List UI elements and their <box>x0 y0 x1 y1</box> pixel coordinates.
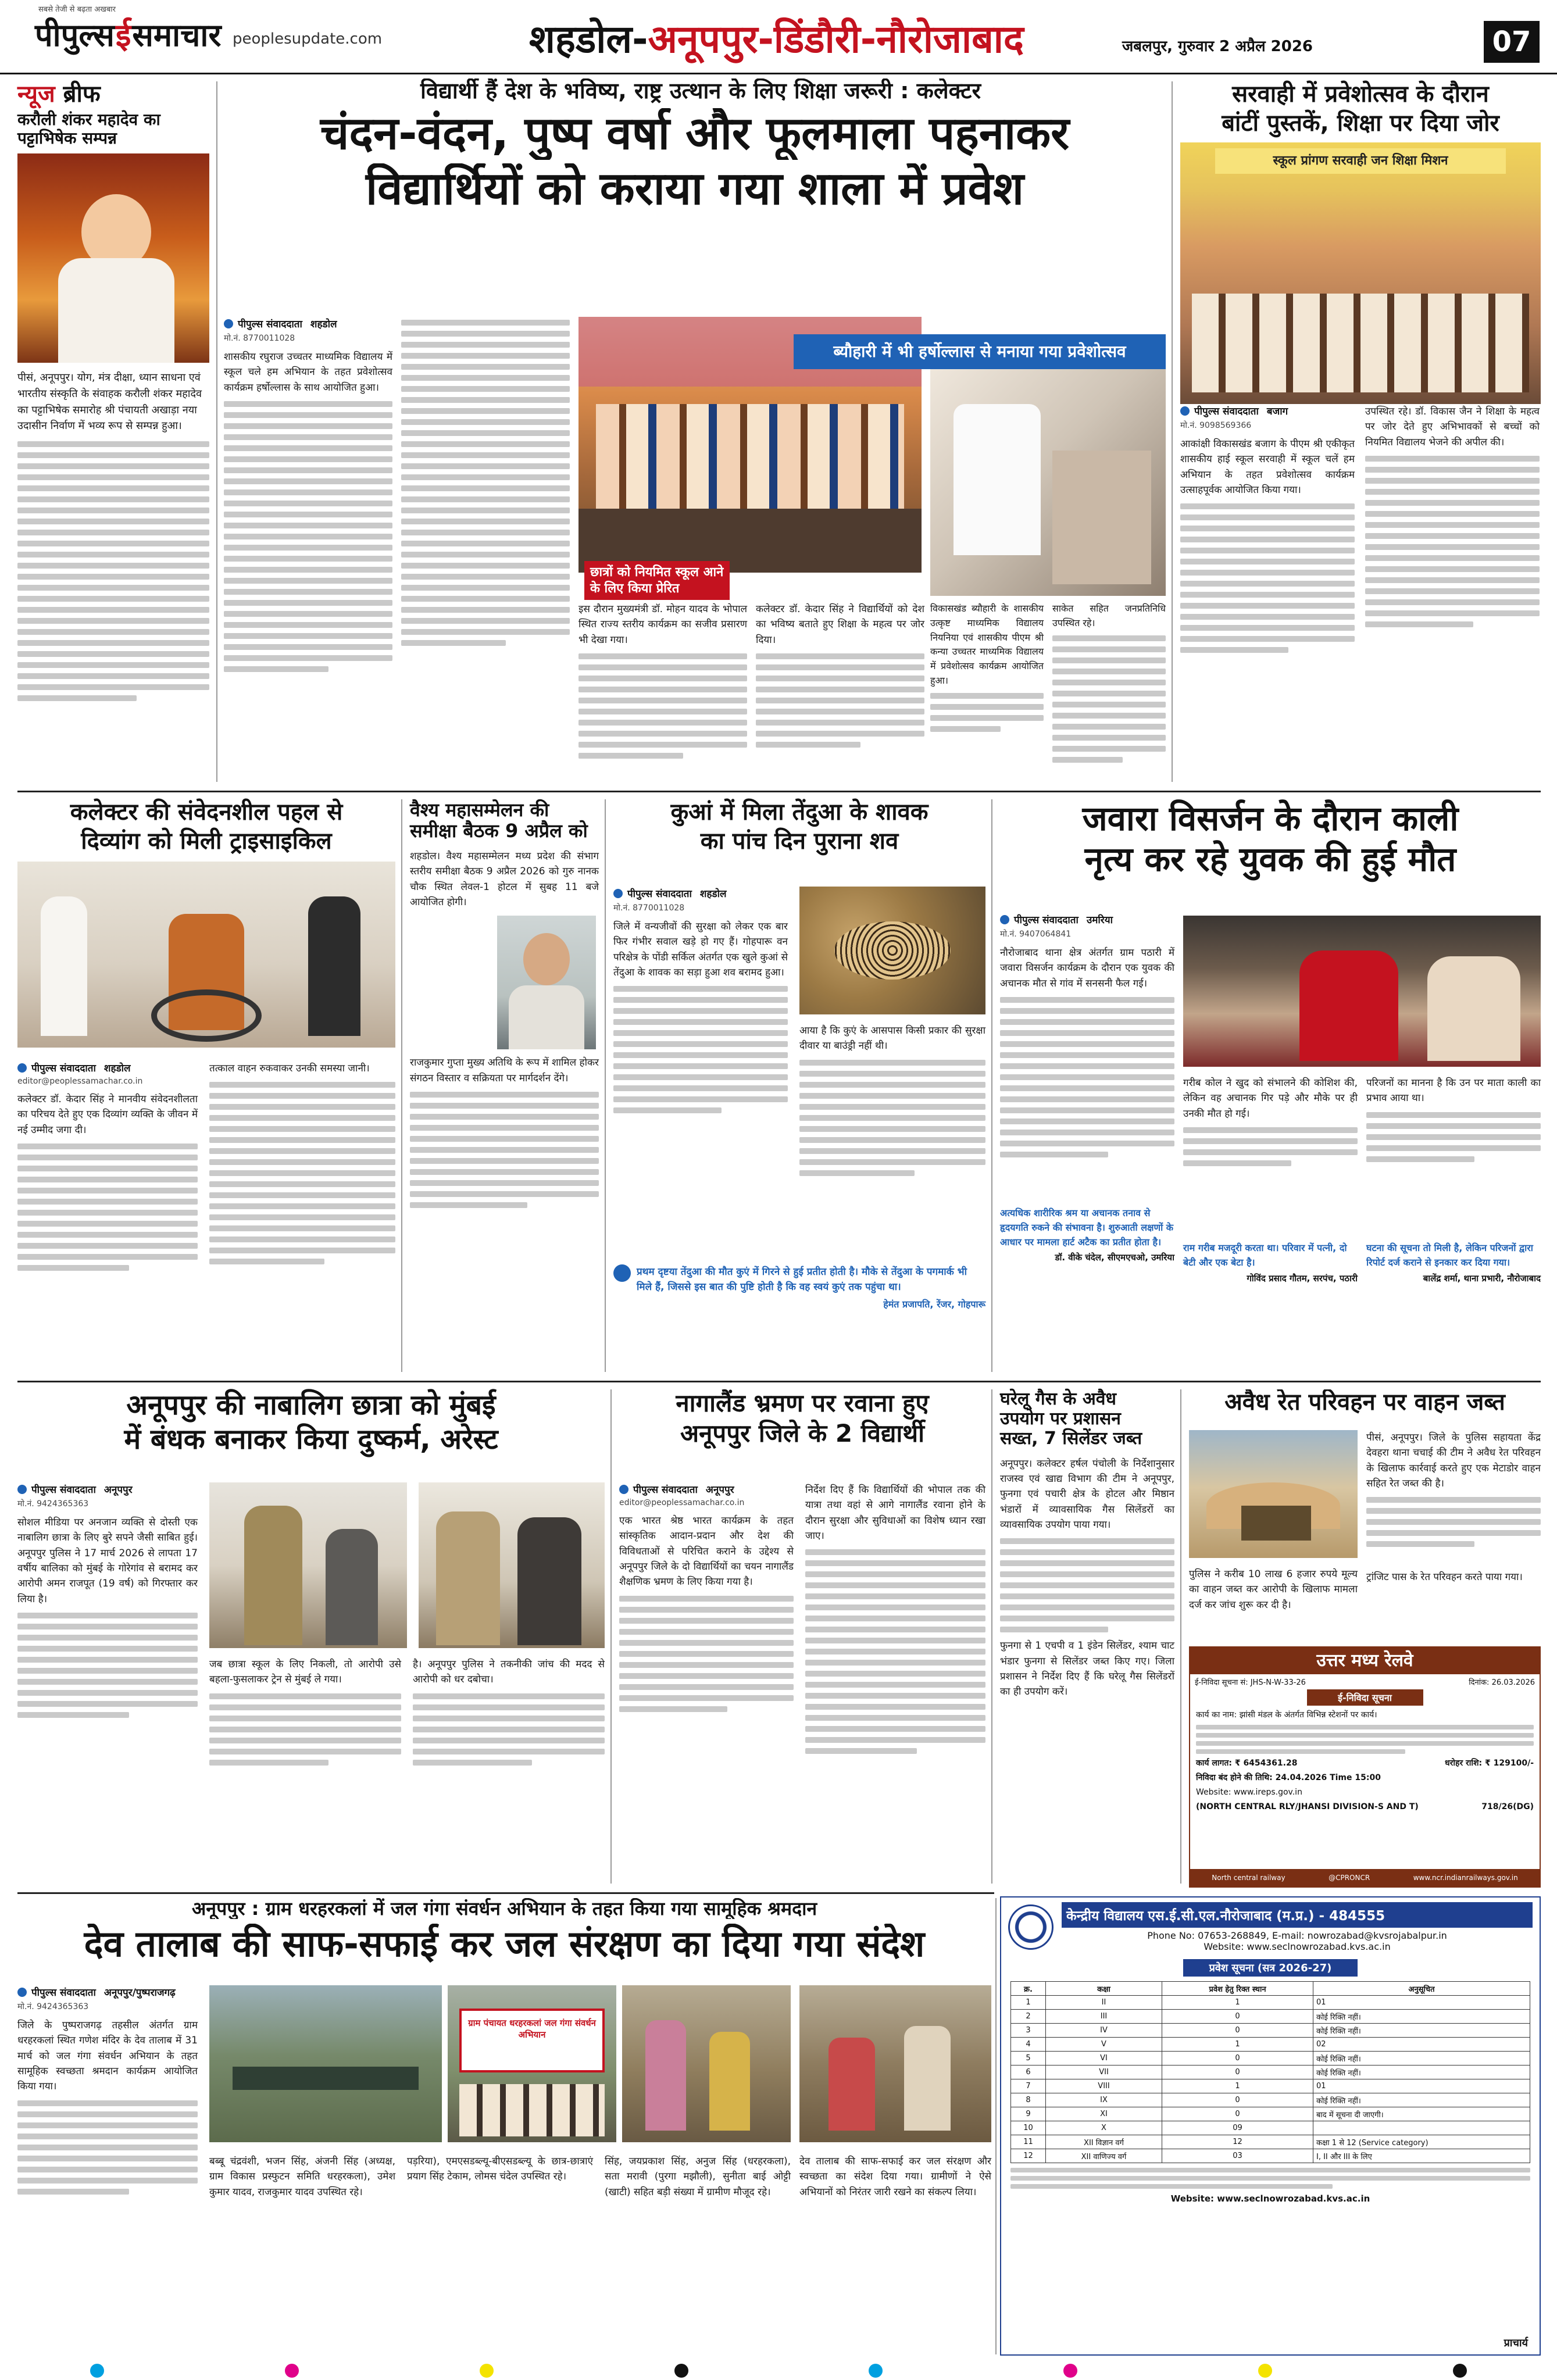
kv-cell-cls: III <box>1046 2010 1162 2024</box>
rail-subtitle: ई-निविदा सूचना <box>1307 1689 1423 1706</box>
brief-body: पीसं, अनूपपुर। योग, मंत्र दीक्षा, ध्यान साधना एवं भारतीय संस्कृति के संवाहक करौली शंकर महादेव का पट्टाभिषेक समारोह श्री पंचायती अखाड़ा नया उदासीन निर्वाण में भव्य रूप से सम्पन्न हुआ। <box>17 371 202 433</box>
leopard-story <box>613 799 985 1381</box>
tricycle-story <box>17 799 395 1381</box>
sarwahi-headline-2: बांटीं पुस्तकें, शिक्षा पर दिया जोर <box>1222 109 1499 137</box>
nagaland-col-2 <box>805 1482 985 1754</box>
lead-byline: पीपुल्स संवाददाता शहडोल <box>224 317 392 330</box>
reporter-icon <box>224 319 233 328</box>
kv-cell-cls: XII विज्ञान वर्ग <box>1046 2135 1162 2149</box>
brief-title: करौली शंकर महादेव का पट्टाभिषेक सम्पन्न <box>17 110 160 148</box>
kv-cell-no: 5 <box>1011 2052 1046 2065</box>
jawara-quote-2 <box>1183 1241 1358 1284</box>
sand-photo-caption: ट्रांजिट पास के रेत परिवहन करते पाया गया। <box>1366 1571 1523 1583</box>
tricycle-headline-1: कलेक्टर की संवेदनशील पहल से <box>70 799 343 826</box>
rail-title: उत्तर मध्य रेलवे <box>1190 1648 1540 1674</box>
print-registration-strip <box>0 2361 1557 2380</box>
kv-footer[interactable]: Website: www.seclnowrozabad.kvs.ac.in <box>1170 2193 1370 2204</box>
jawara-quote-2-text: राम गरीब मजदूरी करता था। परिवार में पत्नी, दो बेटी और एक बेटा है। <box>1183 1242 1347 1268</box>
lead-body-3: कलेक्टर डॉ. केदार सिंह ने विद्यार्थियों को देश का भविष्य बताते हुए शिक्षा के महत्व पर जोर दिया। <box>756 603 924 646</box>
reporter-icon <box>17 1063 27 1073</box>
leopard-body-1: जिले में वन्यजीवों की सुरक्षा को लेकर एक बार फिर गंभीर सवाल खड़े हो गए हैं। गोहपारू वन परिक्षेत्र के पोंडी सर्किल अंतर्गत एक खुले कुआं से तेंदुआ के शावक का सड़ा हुआ शव बरामद हुआ। <box>613 921 788 979</box>
mumbai-headline-2: में बंधक बनाकर किया दुष्कर्म, अरेस्ट <box>124 1423 498 1456</box>
sand-body-1: पीसं, अनूपपुर। जिले के पुलिस सहायता केंद्र देवहरा थाना चचाई की टीम ने अवैध रेत परिवहन के खिलाफ कार्रवाई करते हुए एक मेटाडोर वाहन सहित रेत जब्त की है। <box>1366 1432 1541 1490</box>
lead-kicker: विद्यार्थी हैं देश के भविष्य, राष्ट्र उत्थान के लिए शिक्षा जरूरी : कलेक्टर <box>420 78 981 103</box>
talab-col-4 <box>605 2154 791 2200</box>
kv-cell-no: 12 <box>1011 2149 1046 2163</box>
vaishya-story <box>410 799 599 1381</box>
rail-footer: (NORTH CENTRAL RLY/JHANSI DIVISION-S AND T) <box>1196 1802 1419 1811</box>
jawara-story <box>1000 799 1541 1381</box>
talab-photo-4 <box>799 1985 991 2142</box>
leopard-headline-1: कुआं में मिला तेंदुआ के शावक <box>670 799 929 826</box>
kv-cell-note: कक्षा 1 से 12 (Service category) <box>1313 2135 1530 2149</box>
kv-cell-cls: VII <box>1046 2065 1162 2079</box>
byohari-body-2: साकेत सहित जनप्रतिनिधि उपस्थित रहे। <box>1052 603 1166 628</box>
sarwahi-headline-1: सरवाही में प्रवेशोत्सव के दौरान <box>1232 81 1489 108</box>
reporter-icon <box>17 1988 27 1997</box>
kv-col-class: कक्षा <box>1046 1982 1162 1996</box>
lead-headline-line2: विद्यार्थियों को कराया गया शाला में प्रवेश <box>365 163 1024 216</box>
tricycle-photo <box>17 862 395 1048</box>
kv-table-row <box>1011 2121 1530 2135</box>
kv-sign: प्राचार्य <box>1504 2337 1528 2349</box>
lead-body-1: शासकीय रघुराज उच्चतर माध्यमिक विद्यालय में स्कूल चले हम अभियान के तहत प्रवेशोत्सव कार्यक्रम हर्षोल्लास के साथ आयोजित हुआ। <box>224 351 392 394</box>
kv-title: केन्द्रीय विद्यालय एस.ई.सी.एल.नौरोजाबाद (म.प्र.) - 484555 <box>1062 1902 1533 1928</box>
kv-cell-no: 11 <box>1011 2135 1046 2149</box>
mumbai-body-3: है। अनूपपुर पुलिस ने तकनीकी जांच की मदद से आरोपी को धर दबोचा। <box>413 1659 605 1686</box>
kv-cell-cls: X <box>1046 2121 1162 2135</box>
mumbai-col-1 <box>17 1482 198 1718</box>
rail-date: दिनांक: 26.03.2026 <box>1469 1678 1535 1687</box>
kv-cell-seats: 1 <box>1162 1996 1313 2010</box>
kv-cell-seats: 0 <box>1162 2065 1313 2079</box>
lead-story <box>224 78 1166 785</box>
kv-cell-seats: 0 <box>1162 2052 1313 2065</box>
mumbai-mobile: मो.नं. 9424365363 <box>17 1499 89 1509</box>
kv-cell-note: बाद में सूचना दी जाएगी। <box>1313 2107 1530 2121</box>
reporter-icon <box>17 1485 27 1494</box>
kv-cell-cls: VIII <box>1046 2079 1162 2093</box>
sarwahi-col-2 <box>1365 404 1540 627</box>
nagaland-col-1 <box>619 1482 794 1712</box>
mumbai-photo-police <box>209 1482 407 1648</box>
rail-website[interactable]: Website: www.ireps.gov.in <box>1196 1788 1302 1797</box>
kv-table-row <box>1011 2038 1530 2052</box>
byohari-banner: ब्यौहारी में भी हर्षोल्लास से मनाया गया प्रवेशोत्सव <box>794 334 1166 369</box>
kv-cell-note: I, II और III के लिए <box>1313 2149 1530 2163</box>
sand-headline: अवैध रेत परिवहन पर वाहन जब्त <box>1224 1389 1505 1416</box>
sarwahi-body-2: उपस्थित रहे। डॉ. विकास जैन ने शिक्षा के महत्व पर जोर देते हुए अभिभावकों से बच्चों को नियमित विद्यालय भेजने की अपील की। <box>1365 406 1540 448</box>
talab-col-2 <box>209 2154 395 2200</box>
jawara-quote-2-author: गोविंद प्रसाद गौतम, सरपंच, पठारी <box>1247 1273 1358 1284</box>
lead-mobile: मो.नं. 8770011028 <box>224 334 295 343</box>
byohari-body: विकासखंड ब्यौहारी के शासकीय उत्कृष्ट माध्यमिक विद्यालय नियनिया एवं शासकीय पीएम श्री कन्या उच्चतर माध्यमिक विद्यालय में प्रवेशोत्सव कार्यक्रम आयोजित हुआ। <box>930 603 1044 686</box>
lead-col-6 <box>1052 602 1166 763</box>
kv-cell-note: 02 <box>1313 2038 1530 2052</box>
vaishya-photo <box>497 916 596 1049</box>
kv-cell-seats: 1 <box>1162 2038 1313 2052</box>
jawara-quote-3-author: बालेंद्र शर्मा, थाना प्रभारी, नौरोजाबाद <box>1423 1273 1541 1284</box>
kv-cell-note: 01 <box>1313 2079 1530 2093</box>
kv-cell-note: कोई रिक्ति नहीं। <box>1313 2093 1530 2107</box>
kv-cell-cls: XI <box>1046 2107 1162 2121</box>
tricycle-headline-2: दिव्यांग को मिली ट्राइसाइकिल <box>81 827 332 855</box>
leopard-col-1 <box>613 887 788 1113</box>
kv-cell-no: 3 <box>1011 2024 1046 2038</box>
mumbai-photo-accused <box>419 1482 605 1648</box>
kv-cell-no: 7 <box>1011 2079 1046 2093</box>
leopard-mobile: मो.नं. 8770011028 <box>613 903 685 913</box>
mumbai-story <box>17 1389 605 1886</box>
kv-table-row <box>1011 2149 1530 2163</box>
kv-cell-note: कोई रिक्ति नहीं। <box>1313 2024 1530 2038</box>
lead-photo-caption: छात्रों को नियमित स्कूल आने के लिए किया प्रेरित <box>584 561 730 600</box>
jawara-quote-1-author: डॉ. वीके चंदेल, सीएमएचओ, उमरिया <box>1055 1252 1174 1263</box>
jawara-quote-3-text: घटना की सूचना तो मिली है, लेकिन परिजनों द्वारा रिपोर्ट दर्ज कराने से इनकार कर दिया गया। <box>1366 1242 1533 1268</box>
kv-cell-note <box>1313 2121 1530 2135</box>
kv-cell-no: 10 <box>1011 2121 1046 2135</box>
sand-col-1 <box>1189 1567 1358 1613</box>
kv-table-row <box>1011 2107 1530 2121</box>
kv-cell-no: 8 <box>1011 2093 1046 2107</box>
nagaland-body-2: निर्देश दिए हैं कि विद्यार्थियों की भोपाल तक की यात्रा तथा वहां से आगे नागालैंड रवाना होने के दौरान सुरक्षा और सुविधाओं का विशेष ध्यान रखा जाए। <box>805 1484 985 1542</box>
kv-table-row <box>1011 2010 1530 2024</box>
kv-cell-cls: II <box>1046 1996 1162 2010</box>
reporter-icon <box>613 889 623 898</box>
sarwahi-byline: पीपुल्स संवाददाता बजाग <box>1180 404 1355 417</box>
kv-table-row <box>1011 2093 1530 2107</box>
kv-cell-seats: 0 <box>1162 2107 1313 2121</box>
vaishya-body-2: राजकुमार गुप्ता मुख्य अतिथि के रूप में शामिल होकर संगठन विस्तार व सक्रियता पर मार्गदर्शन देंगे। <box>410 1057 599 1084</box>
brand-logo: पीपुल्स ई समाचार <box>35 17 222 53</box>
kv-cell-note: कोई रिक्ति नहीं। <box>1313 2065 1530 2079</box>
kv-cell-cls: V <box>1046 2038 1162 2052</box>
gas-body-1: अनूपपुर। कलेक्टर हर्षल पंचोली के निर्देशानुसार राजस्व एवं खाद्य विभाग की टीम ने अनूपपुर, फुनगा एवं पचारी क्षेत्र के होटल और मिष्ठान भंडारों में व्यावसायिक गैस सिलेंडरों का व्यावसायिक उपयोग पाया गया। <box>1000 1457 1174 1531</box>
kv-cell-note: कोई रिक्ति नहीं। <box>1313 2052 1530 2065</box>
talab-story <box>17 1898 991 2357</box>
kv-cell-no: 6 <box>1011 2065 1046 2079</box>
tricycle-byline: पीपुल्स संवाददाता शहडोल <box>17 1061 198 1074</box>
kv-cell-cls: IX <box>1046 2093 1162 2107</box>
tricycle-body-1: कलेक्टर डॉ. केदार सिंह ने मानवीय संवेदनशीलता का परिचय देते हुए एक दिव्यांग व्यक्ति के जीवन में नई उम्मीद जगा दी। <box>17 1093 198 1136</box>
talab-col-3 <box>407 2154 593 2185</box>
talab-mobile: मो.नं. 9424365363 <box>17 2002 89 2011</box>
kv-cell-seats: 03 <box>1162 2149 1313 2163</box>
mumbai-body-2: जब छात्रा स्कूल के लिए निकली, तो आरोपी उसे बहला-फुसलाकर ट्रेन से मुंबई ले गया। <box>209 1659 401 1686</box>
byohari-photo <box>930 369 1166 596</box>
lead-col-4 <box>756 602 924 748</box>
leopard-headline-2: का पांच दिन पुराना शव <box>700 827 899 855</box>
rail-web2[interactable]: www.ncr.indianrailways.gov.in <box>1413 1874 1518 1882</box>
kv-table-row <box>1011 2079 1530 2093</box>
sand-photo <box>1189 1430 1358 1558</box>
kv-website[interactable]: Website: www.seclnowrozabad.kvs.ac.in <box>1204 1941 1391 1952</box>
sand-col-2 <box>1366 1430 1541 1547</box>
jawara-headline-1: जवारा विसर्जन के दौरान काली <box>1082 799 1459 838</box>
talab-col-1 <box>17 1985 198 2195</box>
mumbai-body-1: सोशल मीडिया पर अनजान व्यक्ति से दोस्ती एक नाबालिग छात्रा के लिए बुरे सपने जैसी साबित हुई। अनूपपुर पुलिस ने 17 मार्च 2026 से लापता 17 वर्षीय बालिका को मुंबई के गोरेगांव से बरामद कर आरोपी अमन राजपूत (19 वर्ष) को गिरफ्तार कर लिया है। <box>17 1517 198 1605</box>
gas-headline-1: घरेलू गैस के अवैध <box>1000 1389 1116 1409</box>
jawara-quote-3 <box>1366 1241 1541 1284</box>
jawara-body-1: नौरोजाबाद थाना क्षेत्र अंतर्गत ग्राम पठारी में जवारा विसर्जन कार्यक्रम के दौरान एक युवक की अचानक मौत से गांव में सनसनी फैल गई। <box>1000 947 1174 989</box>
lead-col-1 <box>224 317 392 672</box>
brief-label: न्यूज ब्रीफ <box>17 81 101 108</box>
lead-body-2: इस दौरान मुख्यमंत्री डॉ. मोहन यादव के भोपाल स्थित राज्य स्तरीय कार्यक्रम का सजीव प्रसारण भी देखा गया। <box>578 603 747 646</box>
talab-body-4: सिंह, जयप्रकाश सिंह, अनुज सिंह (धरहरकला), सता मरावी (पुरगा मझौली), सुनीता बाई ओट्टी (खाटी) सहित बड़ी संख्या में ग्रामीण मौजूद रहे। <box>605 2156 791 2198</box>
talab-headline: देव तालाब की साफ-सफाई कर जल संरक्षण का दिया गया संदेश <box>84 1924 925 1966</box>
nagaland-headline-2: अनूपपुर जिले के 2 विद्यार्थी <box>680 1418 925 1448</box>
rail-notice-no: ई-निविदा सूचना सं: JHS-N-W-33-26 <box>1195 1678 1306 1687</box>
kv-cell-cls: XII वाणिज्य वर्ग <box>1046 2149 1162 2163</box>
talab-byline: पीपुल्स संवाददाता अनूपपुर/पुष्पराजगढ़ <box>17 1985 198 1999</box>
tricycle-col-2 <box>209 1061 395 1264</box>
vaishya-headline: वैश्य महासम्मेलन की समीक्षा बैठक 9 अप्रैल को <box>410 799 588 842</box>
rail-social[interactable]: North central railway <box>1212 1874 1285 1882</box>
kv-cell-note: कोई रिक्ति नहीं। <box>1313 2010 1530 2024</box>
kv-cell-seats: 0 <box>1162 2010 1313 2024</box>
sarwahi-story <box>1180 81 1541 785</box>
rail-ref: 718/26(DG) <box>1481 1802 1534 1811</box>
gas-headline-2: उपयोग पर प्रशासन <box>1000 1409 1121 1430</box>
nagaland-byline: पीपुल्स संवाददाता अनूपपुर <box>619 1482 794 1496</box>
kv-col-seats: प्रवेश हेतु रिक्त स्थान <box>1162 1982 1313 1996</box>
kv-cell-note: 01 <box>1313 1996 1530 2010</box>
kv-cell-seats: 0 <box>1162 2093 1313 2107</box>
gas-story <box>1000 1389 1174 1886</box>
jawara-byline: पीपुल्स संवाददाता उमरिया <box>1000 913 1174 926</box>
talab-photo-2 <box>448 1985 616 2142</box>
nagaland-headline-1: नागालैंड भ्रमण पर रवाना हुए <box>676 1389 929 1417</box>
leopard-quote <box>613 1264 985 1310</box>
brand-tagline: सबसे तेजी से बढ़ता अखबार <box>38 5 116 14</box>
nagaland-body-1: एक भारत श्रेष्ठ भारत कार्यक्रम के तहत सांस्कृतिक आदान-प्रदान और देश की विविधताओं से परिचित कराने के उद्देश्य से अनूपपुर जिले के दो विद्यार्थियों का चयन नागालैंड शैक्षणिक भ्रमण के लिए किया गया है। <box>619 1515 794 1588</box>
talab-photo-3 <box>622 1985 791 2142</box>
kv-cell-seats: 09 <box>1162 2121 1313 2135</box>
kv-table-row <box>1011 1996 1530 2010</box>
kv-table-row <box>1011 2065 1530 2079</box>
kv-col-no: क्र. <box>1011 1982 1046 1996</box>
jawara-photo <box>1183 916 1541 1067</box>
quote-icon <box>613 1264 631 1282</box>
kv-cell-cls: VI <box>1046 2052 1162 2065</box>
leopard-quote-author: हेमंत प्रजापति, रेंजर, गोहपारू <box>883 1298 985 1310</box>
rail-closing: निविदा बंद होने की तिथि: 24.04.2026 Time 15:00 <box>1196 1773 1381 1782</box>
reporter-icon <box>1180 406 1190 416</box>
leopard-body-2: आया है कि कुएं के आसपास किसी प्रकार की सुरक्षा दीवार या बाउंड्री नहीं थी। <box>799 1025 985 1052</box>
leopard-quote-text: प्रथम दृष्टया तेंदुआ की मौत कुएं में गिरने से हुई प्रतीत होती है। मौके से तेंदुआ के पगमार्क भी मिले हैं, जिससे इस बात की पुष्टि होती है कि वह स्वयं कुएं तक पहुंचा था। <box>637 1266 967 1293</box>
rail-body: कार्य का नाम: झांसी मंडल के अंतर्गत विभिन्न स्टेशनों पर कार्य। <box>1196 1710 1377 1720</box>
page-number: 07 <box>1484 21 1540 63</box>
jawara-body-2: गरीब कोल ने खुद को संभालने की कोशिश की, लेकिन वह अचानक गिर पड़े और मौके पर ही उनकी मौत हो गई। <box>1183 1077 1358 1120</box>
talab-body-2: बब्बू चंद्रवंशी, भजन सिंह, अंजनी सिंह (अध्यक्ष, ग्राम विकास प्रस्फुटन समिति धरहरकला), उमेश कुमार यादव, राजकुमार यादव उपस्थित रहे। <box>209 2156 395 2198</box>
jawara-headline-2: नृत्य कर रहे युवक की हुई मौत <box>1084 839 1456 880</box>
sarwahi-photo <box>1180 142 1541 404</box>
website-link[interactable]: peoplesupdate.com <box>233 30 383 48</box>
brief-body-continued <box>17 441 209 701</box>
sarwahi-col-1 <box>1180 404 1355 653</box>
kv-cell-no: 2 <box>1011 2010 1046 2024</box>
kv-logo-icon <box>1008 1904 1054 1950</box>
kv-session: प्रवेश सूचना (सत्र 2026-27) <box>1183 1959 1358 1977</box>
talab-body-5: देव तालाब की साफ-सफाई कर जल संरक्षण और स्वच्छता का संदेश दिया गया। ग्रामीणों ने ऐसे अभियानों को निरंतर जारी रखने का संकल्प लिया। <box>799 2156 991 2198</box>
leopard-byline: पीपुल्स संवाददाता शहडोल <box>613 887 788 900</box>
leopard-photo <box>799 887 985 1014</box>
tricycle-email[interactable]: editor@peoplessamachar.co.in <box>17 1077 143 1086</box>
talab-banner-text: ग्राम पंचायत धरहरकलां जल गंगा संवर्धन अभियान <box>459 2009 605 2072</box>
sand-body-2: पुलिस ने करीब 10 लाख 6 हजार रुपये मूल्य का वाहन जब्त कर आरोपी के खिलाफ मामला दर्ज कर जांच शुरू कर दी है। <box>1189 1568 1358 1611</box>
lead-col-2 <box>401 320 570 646</box>
sarwahi-mobile: मो.नं. 9098569366 <box>1180 421 1252 430</box>
lead-headline-line1: चंदन-वंदन, पुष्प वर्षा और फूलमाला पहनाकर <box>320 108 1070 160</box>
jawara-quote-1 <box>1000 1206 1174 1263</box>
mumbai-headline-1: अनूपपुर की नाबालिग छात्रा को मुंबई <box>126 1389 496 1421</box>
vaishya-body-1: शहडोल। वैश्य महासम्मेलन मध्य प्रदेश की संभाग स्तरीय समीक्षा बैठक 9 अप्रैल 2026 को गुरु नानक चौक स्थित लेवल-1 होटल में सुबह 11 बजे आयोजित होगी। <box>410 850 599 908</box>
rail-cost: कार्य लागत: ₹ 6454361.28 <box>1196 1759 1298 1768</box>
kv-table-row <box>1011 2135 1530 2149</box>
tricycle-col-1 <box>17 1061 198 1271</box>
nagaland-story <box>619 1389 985 1886</box>
kv-col-note: अनुसूचित <box>1313 1982 1530 1996</box>
reporter-icon <box>1000 915 1009 924</box>
jawara-col-2 <box>1183 1075 1358 1166</box>
lead-col-3 <box>578 602 747 759</box>
kv-contact[interactable]: Phone No: 07653-268849, E-mail: nowrozabad@kvsrojabalpur.in <box>1147 1930 1447 1941</box>
gas-body-2: फुनगा से 1 एचपी व 1 इंडेन सिलेंडर, श्याम चाट भंडार फुनगा से सिलेंडर जब्त किए गए। जिला प्रशासन ने निर्देश दिए हैं कि घरेलू गैस सिलेंडरों का ही उपयोग करें। <box>1000 1640 1174 1698</box>
talab-kicker: अनूपपुर : ग्राम धरहरकलां में जल गंगा संवर्धन अभियान के तहत किया गया सामूहिक श्रमदान <box>191 1898 817 1920</box>
lead-body-1-cont <box>224 401 392 672</box>
nagaland-email[interactable]: editor@peoplessamachar.co.in <box>619 1498 745 1507</box>
sand-story <box>1189 1389 1541 1639</box>
kv-admission-ad <box>1000 1896 1541 2356</box>
jawara-col-3 <box>1366 1075 1541 1162</box>
talab-col-5 <box>799 2154 991 2200</box>
section-title: शहडोल-अनूपपुर-डिंडौरी-नौरोजाबाद <box>529 17 1024 62</box>
mumbai-col-3 <box>413 1657 605 1766</box>
kv-vacancy-table <box>1010 1981 1530 2163</box>
reporter-icon <box>619 1485 628 1494</box>
mumbai-byline: पीपुल्स संवाददाता अनूपपुर <box>17 1482 198 1496</box>
rail-emd: धरोहर राशि: ₹ 129100/- <box>1445 1759 1534 1768</box>
sarwahi-photo-banner: स्कूल प्रांगण सरवाही जन शिक्षा मिशन <box>1215 148 1506 174</box>
dateline: जबलपुर, गुरुवार 2 अप्रैल 2026 <box>1122 38 1313 55</box>
lead-col-5 <box>930 602 1044 732</box>
leopard-col-2 <box>799 1023 985 1176</box>
brief-photo <box>17 153 209 363</box>
kv-table-row <box>1011 2052 1530 2065</box>
kv-cell-seats: 12 <box>1162 2135 1313 2149</box>
kv-cell-seats: 0 <box>1162 2024 1313 2038</box>
talab-body-3: पड़रिया), एमएसडब्ल्यू-बीएसडब्ल्यू के छात्र-छात्राएं प्रयाग सिंह टेकाम, लोमस चंदेल उपस्थित रहे। <box>407 2156 593 2183</box>
masthead <box>0 0 1557 74</box>
kv-cell-seats: 1 <box>1162 2079 1313 2093</box>
kv-table-row <box>1011 2024 1530 2038</box>
jawara-col-1 <box>1000 913 1174 1157</box>
jawara-body-3: परिजनों का मानना है कि उन पर माता काली का प्रभाव आया था। <box>1366 1077 1541 1105</box>
kv-cell-no: 4 <box>1011 2038 1046 2052</box>
news-brief <box>17 81 209 782</box>
rail-handle[interactable]: @CPRONCR <box>1329 1874 1370 1882</box>
talab-photo-1 <box>209 1985 442 2142</box>
kv-cell-no: 9 <box>1011 2107 1046 2121</box>
jawara-mobile: मो.नं. 9407064841 <box>1000 930 1072 939</box>
kv-cell-no: 1 <box>1011 1996 1046 2010</box>
gas-headline-3: सख्त, 7 सिलेंडर जब्त <box>1000 1428 1142 1449</box>
kv-cell-cls: IV <box>1046 2024 1162 2038</box>
mumbai-col-2 <box>209 1657 401 1766</box>
talab-body-1: जिले के पुष्पराजगढ़ तहसील अंतर्गत ग्राम धरहरकलां स्थित गणेश मंदिर के देव तालाब में 31 मार्च को जल गंगा संवर्धन अभियान के तहत सामूहिक स्वच्छता श्रमदान कार्यक्रम आयोजित किया गया। <box>17 2020 198 2093</box>
jawara-quote-1-text: अत्यधिक शारीरिक श्रम या अचानक तनाव से हृदयगति रुकने की संभावना है। शुरुआती लक्षणों के आधार पर मामला हार्ट अटैक का प्रतीत होता है। <box>1000 1207 1174 1248</box>
rail-tender-ad <box>1189 1646 1541 1888</box>
sarwahi-body-1: आकांक्षी विकासखंड बजाग के पीएम श्री एकीकृत शासकीय हाई स्कूल सरवाही में स्कूल चलें हम अभियान के तहत प्रवेशोत्सव कार्यक्रम उत्साहपूर्वक आयोजित किया गया। <box>1180 438 1355 496</box>
tricycle-body-2: तत्काल वाहन रुकवाकर उनकी समस्या जानी। <box>209 1063 370 1074</box>
